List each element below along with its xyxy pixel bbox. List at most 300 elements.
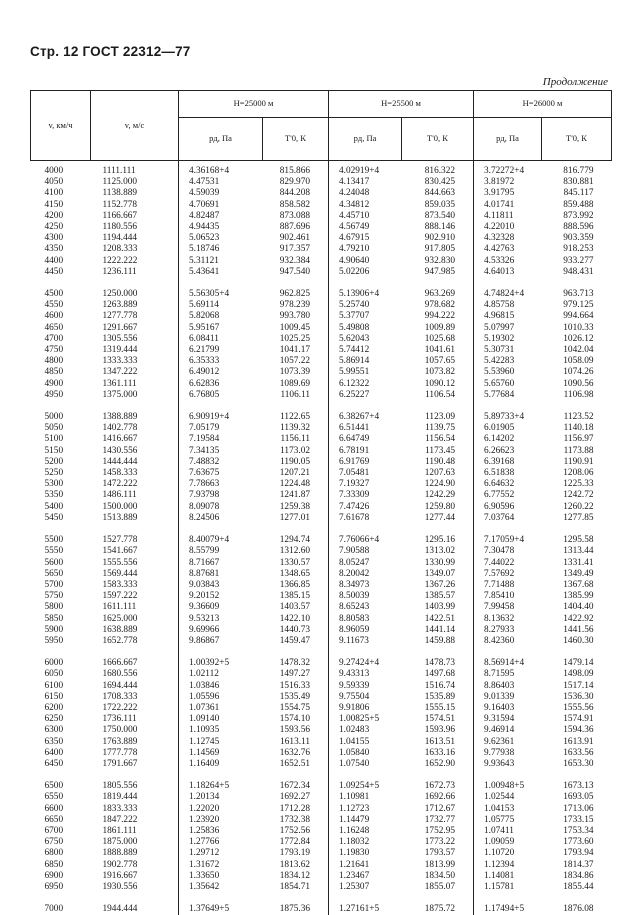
cell-v-ms: 1152.778 — [91, 200, 179, 211]
cell-t0-26000: 1834.86 — [542, 871, 612, 882]
cell-pd-25500: 5.62043 — [329, 334, 402, 345]
cell-v-ms: 1680.556 — [91, 669, 179, 680]
cell-t0-26000: 948.431 — [542, 267, 612, 278]
cell-pd-26000: 4.01741 — [474, 200, 542, 211]
cell-v-ms: 1180.556 — [91, 222, 179, 233]
cell-t0-25500: 1459.88 — [402, 636, 474, 647]
cell-t0-25000: 1813.62 — [263, 860, 329, 871]
cell-pd-26000: 4.85758 — [474, 300, 542, 311]
cell-pd-26000: 4.64013 — [474, 267, 542, 278]
cell-v-ms: 1902.778 — [91, 860, 179, 871]
cell-v-ms: 1541.667 — [91, 546, 179, 557]
cell-pd-25500: 1.09254+5 — [329, 770, 402, 792]
cell-t0-26000: 830.881 — [542, 177, 612, 188]
cell-pd-25500: 6.78191 — [329, 446, 402, 457]
cell-pd-25000: 5.69114 — [179, 300, 263, 311]
table-row — [31, 300, 612, 311]
cell-pd-26000: 1.00948+5 — [474, 770, 542, 792]
cell-pd-25000: 6.76805 — [179, 390, 263, 401]
cell-t0-25500: 1041.61 — [402, 345, 474, 356]
cell-pd-25500: 7.90588 — [329, 546, 402, 557]
cell-pd-26000: 5.42283 — [474, 356, 542, 367]
cell-pd-26000: 6.39168 — [474, 457, 542, 468]
table-row — [31, 379, 612, 390]
cell-v-kmh: 4550 — [31, 300, 91, 311]
cell-t0-26000: 1190.91 — [542, 457, 612, 468]
cell-t0-26000: 1026.12 — [542, 334, 612, 345]
table-row — [31, 591, 612, 602]
cell-v-ms: 1597.222 — [91, 591, 179, 602]
cell-pd-25500: 5.49808 — [329, 323, 402, 334]
cell-t0-25000: 1241.87 — [263, 490, 329, 501]
cell-t0-25500: 1224.90 — [402, 479, 474, 490]
cell-t0-25500: 1555.15 — [402, 703, 474, 714]
cell-v-ms: 1819.444 — [91, 792, 179, 803]
cell-v-kmh: 6100 — [31, 681, 91, 692]
cell-pd-25000: 9.20152 — [179, 591, 263, 602]
cell-t0-25000: 1041.17 — [263, 345, 329, 356]
cell-pd-25500: 4.13417 — [329, 177, 402, 188]
cell-pd-25500: 1.18032 — [329, 837, 402, 848]
cell-pd-25000: 6.21799 — [179, 345, 263, 356]
cell-t0-26000: 1042.04 — [542, 345, 612, 356]
cell-pd-25000: 1.22020 — [179, 804, 263, 815]
cell-t0-26000: 1613.91 — [542, 737, 612, 748]
cell-v-kmh: 5200 — [31, 457, 91, 468]
cell-pd-25000: 1.12745 — [179, 737, 263, 748]
cell-pd-25000: 5.31121 — [179, 256, 263, 267]
table-row — [31, 792, 612, 803]
cell-t0-25500: 1403.99 — [402, 602, 474, 613]
cell-t0-25500: 902.910 — [402, 233, 474, 244]
cell-pd-25500: 8.20042 — [329, 569, 402, 580]
cell-t0-26000: 1349.49 — [542, 569, 612, 580]
cell-t0-26000: 1242.72 — [542, 490, 612, 501]
cell-t0-25000: 1190.05 — [263, 457, 329, 468]
table-row — [31, 401, 612, 423]
cell-t0-25500: 830.425 — [402, 177, 474, 188]
cell-t0-26000: 816.779 — [542, 161, 612, 178]
table-row — [31, 748, 612, 759]
cell-pd-26000: 7.99458 — [474, 602, 542, 613]
cell-v-kmh: 5850 — [31, 614, 91, 625]
cell-t0-25000: 1516.33 — [263, 681, 329, 692]
cell-v-kmh: 5300 — [31, 479, 91, 490]
cell-v-kmh: 4950 — [31, 390, 91, 401]
cell-v-ms: 1930.556 — [91, 882, 179, 893]
cell-t0-25500: 1367.26 — [402, 580, 474, 591]
cell-t0-25000: 829.970 — [263, 177, 329, 188]
cell-pd-26000: 6.01905 — [474, 423, 542, 434]
cell-pd-25500: 6.25227 — [329, 390, 402, 401]
cell-pd-25500: 8.80583 — [329, 614, 402, 625]
cell-pd-25000: 7.19584 — [179, 434, 263, 445]
cell-v-ms: 1263.889 — [91, 300, 179, 311]
cell-pd-25000: 6.49012 — [179, 367, 263, 378]
cell-t0-25000: 1535.49 — [263, 692, 329, 703]
cell-pd-25500: 1.14479 — [329, 815, 402, 826]
cell-pd-25000: 1.03846 — [179, 681, 263, 692]
cell-t0-26000: 873.992 — [542, 211, 612, 222]
cell-pd-25000: 7.34135 — [179, 446, 263, 457]
cell-v-kmh: 5450 — [31, 513, 91, 524]
cell-pd-25500: 7.19327 — [329, 479, 402, 490]
cell-t0-25000: 1089.69 — [263, 379, 329, 390]
table-row — [31, 267, 612, 278]
cell-v-kmh: 4200 — [31, 211, 91, 222]
cell-t0-25000: 887.696 — [263, 222, 329, 233]
cell-v-kmh: 4300 — [31, 233, 91, 244]
cell-t0-25000: 1554.75 — [263, 703, 329, 714]
cell-pd-25000: 6.62836 — [179, 379, 263, 390]
cell-t0-26000: 1653.30 — [542, 759, 612, 770]
cell-v-ms: 1527.778 — [91, 524, 179, 546]
cell-v-kmh: 4050 — [31, 177, 91, 188]
cell-t0-25000: 1207.21 — [263, 468, 329, 479]
table-row — [31, 345, 612, 356]
cell-pd-25000: 1.09140 — [179, 714, 263, 725]
cell-pd-25000: 1.00392+5 — [179, 647, 263, 669]
cell-pd-26000: 7.44022 — [474, 558, 542, 569]
cell-v-kmh: 6800 — [31, 848, 91, 859]
cell-t0-26000: 1090.56 — [542, 379, 612, 390]
cell-v-ms: 1416.667 — [91, 434, 179, 445]
table-row — [31, 759, 612, 770]
cell-t0-25500: 994.222 — [402, 311, 474, 322]
cell-pd-25000: 9.69966 — [179, 625, 263, 636]
cell-t0-25500: 1330.99 — [402, 558, 474, 569]
cell-t0-25000: 858.582 — [263, 200, 329, 211]
cell-pd-25500: 4.67915 — [329, 233, 402, 244]
cell-t0-25000: 1122.65 — [263, 401, 329, 423]
cell-t0-25500: 1497.68 — [402, 669, 474, 680]
cell-v-kmh: 4350 — [31, 244, 91, 255]
cell-t0-26000: 1773.60 — [542, 837, 612, 848]
table-row — [31, 278, 612, 300]
cell-pd-25000: 7.78663 — [179, 479, 263, 490]
cell-pd-26000: 5.19302 — [474, 334, 542, 345]
cell-pd-25500: 6.64749 — [329, 434, 402, 445]
cell-pd-26000: 7.57692 — [474, 569, 542, 580]
table-row — [31, 211, 612, 222]
header-altitude-3: H=26000 м — [474, 91, 612, 118]
cell-v-ms: 1555.556 — [91, 558, 179, 569]
cell-v-ms: 1611.111 — [91, 602, 179, 613]
table-row — [31, 390, 612, 401]
cell-t0-25000: 1173.02 — [263, 446, 329, 457]
cell-v-ms: 1625.000 — [91, 614, 179, 625]
cell-t0-25500: 1692.66 — [402, 792, 474, 803]
cell-t0-26000: 1140.18 — [542, 423, 612, 434]
cell-t0-25000: 993.780 — [263, 311, 329, 322]
table-row — [31, 323, 612, 334]
cell-v-ms: 1500.000 — [91, 502, 179, 513]
cell-pd-25000: 1.25836 — [179, 826, 263, 837]
cell-v-ms: 1430.556 — [91, 446, 179, 457]
table-row — [31, 256, 612, 267]
cell-t0-25000: 1632.76 — [263, 748, 329, 759]
header-v-ms: v, м/с — [91, 91, 179, 161]
table-row — [31, 860, 612, 871]
cell-t0-25500: 1593.96 — [402, 725, 474, 736]
table-row — [31, 188, 612, 199]
cell-pd-26000: 8.27933 — [474, 625, 542, 636]
cell-v-ms: 1736.111 — [91, 714, 179, 725]
table-row — [31, 446, 612, 457]
table-row — [31, 311, 612, 322]
cell-pd-25500: 8.05247 — [329, 558, 402, 569]
cell-v-kmh: 6450 — [31, 759, 91, 770]
cell-v-ms: 1361.111 — [91, 379, 179, 390]
cell-t0-25000: 1478.32 — [263, 647, 329, 669]
cell-pd-25000: 6.35333 — [179, 356, 263, 367]
cell-t0-25500: 1875.72 — [402, 893, 474, 915]
cell-t0-25000: 1752.56 — [263, 826, 329, 837]
cell-v-kmh: 6900 — [31, 871, 91, 882]
cell-pd-25000: 5.95167 — [179, 323, 263, 334]
cell-t0-26000: 1479.14 — [542, 647, 612, 669]
cell-t0-26000: 994.664 — [542, 311, 612, 322]
cell-pd-26000: 9.16403 — [474, 703, 542, 714]
cell-v-ms: 1750.000 — [91, 725, 179, 736]
cell-t0-25000: 1403.57 — [263, 602, 329, 613]
cell-v-kmh: 4100 — [31, 188, 91, 199]
cell-pd-25000: 5.82068 — [179, 311, 263, 322]
continuation-label: Продолжение — [543, 76, 608, 88]
table-row — [31, 502, 612, 513]
cell-t0-25000: 1497.27 — [263, 669, 329, 680]
cell-pd-25500: 6.38267+4 — [329, 401, 402, 423]
cell-pd-25000: 1.29712 — [179, 848, 263, 859]
cell-pd-25000: 7.05179 — [179, 423, 263, 434]
cell-t0-25500: 1732.77 — [402, 815, 474, 826]
header-t0-2: T'0, К — [402, 118, 474, 161]
table-row — [31, 669, 612, 680]
cell-v-kmh: 6350 — [31, 737, 91, 748]
cell-t0-25000: 1139.32 — [263, 423, 329, 434]
table-row — [31, 614, 612, 625]
table-row — [31, 569, 612, 580]
cell-pd-26000: 6.14202 — [474, 434, 542, 445]
table-row — [31, 233, 612, 244]
cell-t0-26000: 1517.14 — [542, 681, 612, 692]
cell-pd-25500: 4.34812 — [329, 200, 402, 211]
cell-t0-25000: 1073.39 — [263, 367, 329, 378]
cell-t0-25500: 859.035 — [402, 200, 474, 211]
cell-t0-26000: 1295.58 — [542, 524, 612, 546]
cell-t0-26000: 1156.97 — [542, 434, 612, 445]
cell-v-kmh: 4600 — [31, 311, 91, 322]
cell-pd-26000: 4.53326 — [474, 256, 542, 267]
cell-v-kmh: 6050 — [31, 669, 91, 680]
cell-t0-26000: 1574.91 — [542, 714, 612, 725]
cell-t0-25500: 1190.48 — [402, 457, 474, 468]
cell-pd-25500: 4.90640 — [329, 256, 402, 267]
cell-t0-25000: 932.384 — [263, 256, 329, 267]
header-pd-2: pд, Па — [329, 118, 402, 161]
cell-pd-25500: 4.79210 — [329, 244, 402, 255]
cell-t0-26000: 1693.05 — [542, 792, 612, 803]
cell-pd-25500: 7.47426 — [329, 502, 402, 513]
table-row — [31, 558, 612, 569]
cell-pd-26000: 6.26623 — [474, 446, 542, 457]
cell-v-ms: 1861.111 — [91, 826, 179, 837]
cell-v-ms: 1375.000 — [91, 390, 179, 401]
cell-t0-25500: 1793.57 — [402, 848, 474, 859]
cell-pd-25000: 5.06523 — [179, 233, 263, 244]
cell-t0-25500: 1535.89 — [402, 692, 474, 703]
table-row — [31, 367, 612, 378]
table-row — [31, 725, 612, 736]
cell-pd-25500: 9.91806 — [329, 703, 402, 714]
cell-v-ms: 1125.000 — [91, 177, 179, 188]
cell-t0-25000: 1156.11 — [263, 434, 329, 445]
cell-pd-25500: 4.02919+4 — [329, 161, 402, 178]
cell-pd-26000: 1.12394 — [474, 860, 542, 871]
table-row — [31, 580, 612, 591]
table-row — [31, 513, 612, 524]
cell-t0-26000: 1876.08 — [542, 893, 612, 915]
cell-t0-25500: 1090.12 — [402, 379, 474, 390]
cell-v-ms: 1277.778 — [91, 311, 179, 322]
data-table — [30, 90, 612, 915]
cell-pd-25000: 1.05596 — [179, 692, 263, 703]
cell-pd-25500: 5.37707 — [329, 311, 402, 322]
table-row — [31, 457, 612, 468]
cell-pd-25500: 8.50039 — [329, 591, 402, 602]
cell-pd-26000: 8.86403 — [474, 681, 542, 692]
cell-t0-26000: 979.125 — [542, 300, 612, 311]
table-row — [31, 737, 612, 748]
cell-v-ms: 1347.222 — [91, 367, 179, 378]
cell-t0-25500: 888.146 — [402, 222, 474, 233]
cell-t0-25000: 1224.48 — [263, 479, 329, 490]
cell-pd-25500: 9.11673 — [329, 636, 402, 647]
cell-pd-26000: 9.31594 — [474, 714, 542, 725]
cell-t0-25000: 1732.38 — [263, 815, 329, 826]
cell-pd-25000: 1.14569 — [179, 748, 263, 759]
table-row — [31, 434, 612, 445]
cell-t0-25500: 1516.74 — [402, 681, 474, 692]
cell-v-kmh: 4400 — [31, 256, 91, 267]
cell-pd-25000: 1.33650 — [179, 871, 263, 882]
cell-pd-25000: 8.24506 — [179, 513, 263, 524]
cell-pd-25500: 8.96059 — [329, 625, 402, 636]
cell-v-ms: 1166.667 — [91, 211, 179, 222]
cell-t0-25000: 1277.01 — [263, 513, 329, 524]
cell-v-ms: 1291.667 — [91, 323, 179, 334]
cell-t0-25500: 1349.07 — [402, 569, 474, 580]
cell-v-ms: 1847.222 — [91, 815, 179, 826]
cell-t0-25500: 1672.73 — [402, 770, 474, 792]
cell-t0-25000: 1459.47 — [263, 636, 329, 647]
cell-pd-26000: 5.53960 — [474, 367, 542, 378]
cell-t0-25500: 1156.54 — [402, 434, 474, 445]
cell-pd-26000: 9.77938 — [474, 748, 542, 759]
cell-t0-25500: 1207.63 — [402, 468, 474, 479]
cell-t0-26000: 1673.13 — [542, 770, 612, 792]
cell-v-ms: 1569.444 — [91, 569, 179, 580]
cell-v-ms: 1583.333 — [91, 580, 179, 591]
cell-pd-25000: 1.35642 — [179, 882, 263, 893]
cell-pd-26000: 9.46914 — [474, 725, 542, 736]
cell-v-ms: 1513.889 — [91, 513, 179, 524]
cell-t0-25500: 1277.44 — [402, 513, 474, 524]
cell-v-kmh: 5700 — [31, 580, 91, 591]
page-header: Стр. 12 ГОСТ 22312—77 — [30, 44, 191, 59]
cell-v-kmh: 4500 — [31, 278, 91, 300]
cell-pd-25500: 4.45710 — [329, 211, 402, 222]
cell-pd-26000: 5.07997 — [474, 323, 542, 334]
cell-pd-26000: 1.10720 — [474, 848, 542, 859]
cell-pd-25000: 4.82487 — [179, 211, 263, 222]
cell-pd-25000: 4.36168+4 — [179, 161, 263, 178]
cell-pd-25000: 8.55799 — [179, 546, 263, 557]
cell-t0-26000: 1594.36 — [542, 725, 612, 736]
cell-pd-26000: 6.77552 — [474, 490, 542, 501]
cell-pd-25000: 1.18264+5 — [179, 770, 263, 792]
cell-t0-26000: 1331.41 — [542, 558, 612, 569]
cell-t0-25000: 1106.11 — [263, 390, 329, 401]
cell-t0-26000: 1441.56 — [542, 625, 612, 636]
cell-pd-25000: 1.10935 — [179, 725, 263, 736]
cell-t0-26000: 1404.40 — [542, 602, 612, 613]
table-row — [31, 871, 612, 882]
cell-t0-25000: 1330.57 — [263, 558, 329, 569]
cell-pd-25000: 6.08411 — [179, 334, 263, 345]
cell-pd-25500: 8.65243 — [329, 602, 402, 613]
cell-v-ms: 1388.889 — [91, 401, 179, 423]
cell-pd-25500: 7.33309 — [329, 490, 402, 501]
cell-v-ms: 1472.222 — [91, 479, 179, 490]
cell-t0-25500: 1009.89 — [402, 323, 474, 334]
cell-pd-26000: 7.03764 — [474, 513, 542, 524]
cell-t0-25500: 1574.51 — [402, 714, 474, 725]
cell-v-ms: 1305.556 — [91, 334, 179, 345]
table-row — [31, 602, 612, 613]
cell-pd-26000: 5.30731 — [474, 345, 542, 356]
cell-pd-25500: 1.05840 — [329, 748, 402, 759]
cell-t0-26000: 918.253 — [542, 244, 612, 255]
cell-pd-25000: 1.16409 — [179, 759, 263, 770]
table-row — [31, 546, 612, 557]
cell-pd-26000: 8.56914+4 — [474, 647, 542, 669]
cell-v-ms: 1777.778 — [91, 748, 179, 759]
cell-v-kmh: 5600 — [31, 558, 91, 569]
cell-t0-25000: 1574.10 — [263, 714, 329, 725]
table-row — [31, 681, 612, 692]
cell-t0-26000: 845.117 — [542, 188, 612, 199]
cell-v-kmh: 6600 — [31, 804, 91, 815]
cell-pd-25000: 6.90919+4 — [179, 401, 263, 423]
cell-t0-26000: 1225.33 — [542, 479, 612, 490]
cell-pd-26000: 7.71488 — [474, 580, 542, 591]
table-row — [31, 423, 612, 434]
cell-v-kmh: 6850 — [31, 860, 91, 871]
cell-v-ms: 1916.667 — [91, 871, 179, 882]
cell-pd-25500: 1.00825+5 — [329, 714, 402, 725]
cell-t0-25500: 1025.68 — [402, 334, 474, 345]
cell-t0-25500: 1385.57 — [402, 591, 474, 602]
cell-t0-25000: 1875.36 — [263, 893, 329, 915]
cell-pd-26000: 4.22010 — [474, 222, 542, 233]
cell-v-ms: 1236.111 — [91, 267, 179, 278]
cell-t0-26000: 1855.44 — [542, 882, 612, 893]
cell-v-kmh: 5950 — [31, 636, 91, 647]
cell-pd-26000: 6.51838 — [474, 468, 542, 479]
cell-pd-26000: 1.15781 — [474, 882, 542, 893]
cell-pd-26000: 4.11811 — [474, 211, 542, 222]
